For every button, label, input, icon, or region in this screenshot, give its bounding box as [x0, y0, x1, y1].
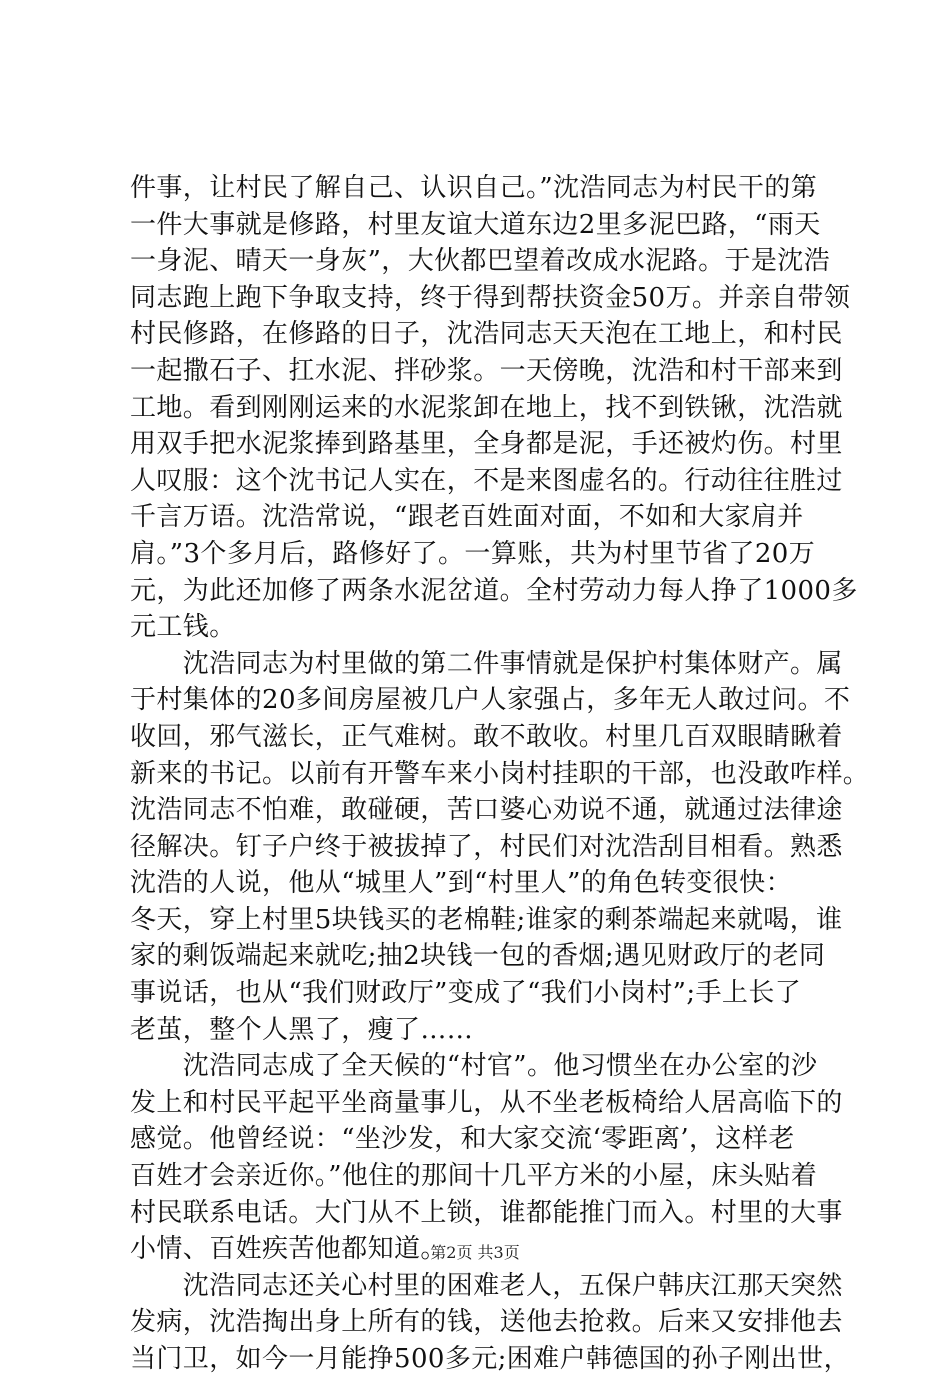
text-line: 沈浩同志成了全天候的“村官”。他习惯坐在办公室的沙 — [130, 1051, 818, 1082]
text-line: 同志跑上跑下争取支持，终于得到帮扶资金50万。并亲自带领 — [130, 282, 851, 313]
text-line: 千言万语。沈浩常说，“跟老百姓面对面，不如和大家肩并 — [130, 502, 804, 533]
text-line: 工地。看到刚刚运来的水泥浆卸在地上，找不到铁锹，沈浩就 — [130, 392, 843, 423]
text-line: 感觉。他曾经说：“坐沙发，和大家交流‘零距离’，这样老 — [130, 1124, 795, 1155]
text-line: 发病，沈浩掏出身上所有的钱，送他去抢救。后来又安排他去 — [130, 1307, 843, 1338]
page-number-label: 第2页 共3页 — [430, 1243, 520, 1262]
text-line: 百姓才会亲近你。”他住的那间十几平方米的小屋，床头贴着 — [130, 1161, 818, 1192]
text-line: 冬天，穿上村里5块钱买的老棉鞋;谁家的剩茶端起来就喝，谁 — [130, 904, 843, 935]
text-line: 元，为此还加修了两条水泥岔道。全村劳动力每人挣了1000多 — [130, 575, 858, 606]
text-line: 收回，邪气滋长，正气难树。敢不敢收。村里几百双眼睛瞅着 — [130, 721, 843, 752]
text-line: 小情、百姓疾苦他都知道。 — [130, 1234, 447, 1265]
text-line: 发上和村民平起平坐商量事儿，从不坐老板椅给人居高临下的 — [130, 1087, 843, 1118]
text-line: 件事，让村民了解自己、认识自己。”沈浩同志为村民干的第 — [130, 173, 818, 203]
text-line: 当门卫，如今一月能挣500多元;困难户韩德国的孙子刚出世， — [130, 1344, 850, 1374]
text-line: 肩。”3个多月后，路修好了。一算账，共为村里节省了20万 — [130, 538, 816, 569]
body-text — [130, 170, 870, 1378]
text-line: 新来的书记。以前有开警车来小岗村挂职的干部，也没敢咋样。 — [130, 758, 870, 789]
text-line: 沈浩的人说，他从“城里人”到“村里人”的角色转变很快： — [130, 868, 792, 899]
text-line: 老茧，整个人黑了，瘦了…… — [130, 1014, 474, 1045]
text-line: 事说话，也从“我们财政厅”变成了“我们小岗村”;手上长了 — [130, 978, 802, 1009]
text-line: 家的剩饭端起来就吃;抽2块钱一包的香烟;遇见财政厅的老同 — [130, 941, 826, 972]
text-line: 村民修路，在修路的日子，沈浩同志天天泡在工地上，和村民 — [130, 319, 843, 350]
text-line: 一件大事就是修路，村里友谊大道东边2里多泥巴路，“雨天 — [130, 209, 821, 240]
text-line: 一身泥、晴天一身灰”，大伙都巴望着改成水泥路。于是沈浩 — [130, 246, 831, 277]
text-line: 沈浩同志还关心村里的困难老人，五保户韩庆江那天突然 — [130, 1270, 843, 1301]
text-line: 径解决。钉子户终于被拔掉了，村民们对沈浩刮目相看。熟悉 — [130, 831, 843, 862]
text-line: 元工钱。 — [130, 612, 236, 643]
page-footer — [0, 1243, 950, 1263]
text-line: 村民联系电话。大门从不上锁，谁都能推门而入。村里的大事 — [130, 1197, 843, 1228]
text-line: 于村集体的20多间房屋被几户人家强占，多年无人敢过问。不 — [130, 685, 851, 716]
text-line: 用双手把水泥浆捧到路基里，全身都是泥，手还被灼伤。村里 — [130, 429, 843, 460]
text-line: 沈浩同志为村里做的第二件事情就是保护村集体财产。属 — [130, 648, 843, 679]
text-line: 沈浩同志不怕难，敢碰硬，苦口婆心劝说不通，就通过法律途 — [130, 795, 843, 826]
text-line: 一起撒石子、扛水泥、拌砂浆。一天傍晚，沈浩和村干部来到 — [130, 355, 843, 386]
text-line: 人叹服：这个沈书记人实在，不是来图虚名的。行动往往胜过 — [130, 465, 843, 496]
